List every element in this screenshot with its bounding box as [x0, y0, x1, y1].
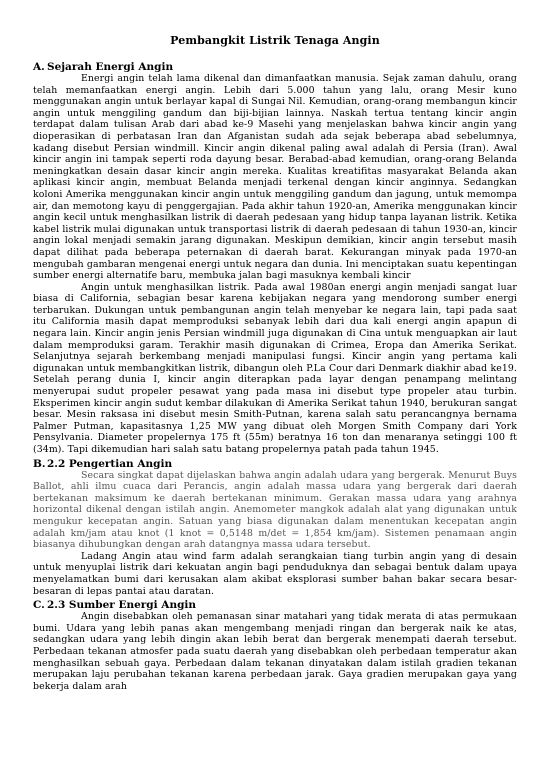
section-letter: A. [33, 61, 45, 73]
paragraph: Energi angin telah lama dikenal dan dimanfaatkan manusia. Sejak zaman dahulu, orang telah memanfaatkan energi angin. Lebih dari 5.000 tahun yang lalu, orang Mesir kuno menggunakan angin untuk berlayar kapal di Sungai Nil. Kemudian, orang-orang membangun kincir angin untuk menggiling gandum dan biji-bijian lainnya. Naskah tertua tentang kincir angin terdapat dalam tulisan Arab dari abad ke-9 Masehi yang menjelaskan bahwa kincir angin yang dioperasikan di perbatasan Iran dan Afganistan sudah ada sejak beberapa abad sebelumnya, kadang disebut Persian windmill. Kincir angin dikenal paling awal adalah di Persia (Iran). Awal kincir angin ini tampak seperti roda dayung besar. Berabad-abad kemudian, orang-orang Belanda meningkatkan desain dasar kincir angin mereka. Kualitas kreatifitas masyarakat Belanda akan aplikasi kincir angin, membuat Belanda menjadi terkenal dengan kincir anginnya. Sedangkan koloni Amerika menggunakan kincir angin untuk menggiling gandum dan jagung, untuk memompa air, dan memotong kayu di penggergajian. Pada akhir tahun 1920-an, Amerika menggunakan kincir angin kecil untuk menghasilkan listrik di daerah pedesaan yang hidup tanpa layanan listrik. Ketika kabel listrik mulai digunakan untuk transportasi listrik di daerah pedesaan di tahun 1930-an, kincir angin lokal menjadi semakin jarang digunakan. Meskipun demikian, kincir angin tersebut masih dapat dilihat pada beberapa peternakan di daerah barat. Kekurangan minyak pada 1970-an mengubah gambaran mengenai energi untuk negara dan dunia. Ini menciptakan suatu kepentingan sumber energi alternatife baru, membuka jalan bagi masuknya kembali kincir [33, 73, 517, 282]
section-title: 2.2 Pengertian Angin [47, 457, 173, 470]
section-title: 2.3 Sumber Energi Angin [47, 599, 197, 612]
paragraph: Secara singkat dapat dijelaskan bahwa angin adalah udara yang bergerak. Menurut Buys Ballot, ahli ilmu cuaca dari Perancis, angin adalah massa udara yang bergerak dari daerah bertekanan maksimum ke daerah bertekanan minimum. Gerakan massa udara yang arahnya horizontal dikenal dengan istilah angin. Anemometer mangkok adalah alat yang digunakan untuk mengukur kecepatan angin. Satuan yang biasa digunakan dalam menentukan kecepatan angin adalah km/jam atau knot (1 knot = 0,5148 m/det = 1,854 km/jam). Sistemen penamaan angin biasanya dihubungkan dengan arah datangnya massa udara tersebut. [33, 469, 517, 551]
section-heading-pengertian [33, 458, 517, 470]
paragraph: Angin untuk menghasilkan listrik. Pada awal 1980an energi angin menjadi sangat luar biasa di California, sebagian besar karena kebijakan negara yang mendorong sumber energi terbarukan. Dukungan untuk pembangunan angin telah menyebar ke negara lain, tapi pada saat itu California masih dapat memproduksi sebanyak lebih dari dua kali energi angin apapun di negara lain. Kincir angin jenis Persian windmill juga digunakan di Cina untuk menguapkan air laut dalam memproduksi garam. Terakhir masih digunakan di Crimea, Eropa dan Amerika Serikat. Selanjutnya sejarah berkembang menjadi manipulasi fungsi. Kincir angin yang pertama kali digunakan untuk membangkitkan listrik, dibangun oleh P.La Cour dari Denmark diakhir abad ke19. Setelah perang dunia I, kincir angin diterapkan pada layar dengan penampang melintang menyerupai sudut propeler pesawat yang pada masa ini disebut type propeler atau turbin. Eksperimen kincir angin sudut kembar dilakukan di Amerika Serikat tahun 1940, berukuran sangat besar. Mesin raksasa ini disebut mesin Smith-Putnan, karena salah satu perancangnya bernama Palmer Putman, kapasitasnya 1,25 MW yang dibuat oleh Morgen Smith Company dari York Pensylvania. Diameter propelernya 175 ft (55m) beratnya 16 ton dan menaranya setinggi 100 ft (34m). Tapi dikemudian hari salah satu batang propelernya patah pada tahun 1945. [33, 281, 517, 455]
section-letter: B. [33, 457, 46, 470]
section-heading-sumber [33, 599, 517, 611]
document-title: Pembangkit Listrik Tenaga Angin [170, 34, 380, 47]
section-heading-sejarah [33, 61, 517, 73]
paragraph: Angin disebabkan oleh pemanasan sinar matahari yang tidak merata di atas permukaan bumi. Udara yang lebih panas akan mengembang menjadi ringan dan bergerak naik ke atas, sedangkan udara yang lebih dingin akan lebih berat dan bergerak menempati daerah tersebut. Perbedaan tekanan atmosfer pada suatu daerah yang disebabkan oleh perbedaan temperatur akan menghasilkan sebuah gaya. Perbedaan dalam tekanan dinyatakan dalam istilah gradien tekanan merupakan laju perubahan tekanan karena perbedaan jarak. Gaya gradien merupakan gaya yang bekerja dalam arah [33, 611, 517, 692]
section-title: Sejarah Energi Angin [47, 61, 174, 73]
paragraph: Ladang Angin atau wind farm adalah serangkaian tiang turbin angin yang di desain untuk menyuplai listrik dari kekuatan angin bagi penduduknya dan sebagai bentuk dalam upaya menyelamatkan bumi dari kerusakan alam akibat eksplorasi sumber bahan bakar secara besar-besaran di lepas pantai atau daratan. [33, 550, 517, 597]
section-letter: C. [33, 599, 45, 612]
